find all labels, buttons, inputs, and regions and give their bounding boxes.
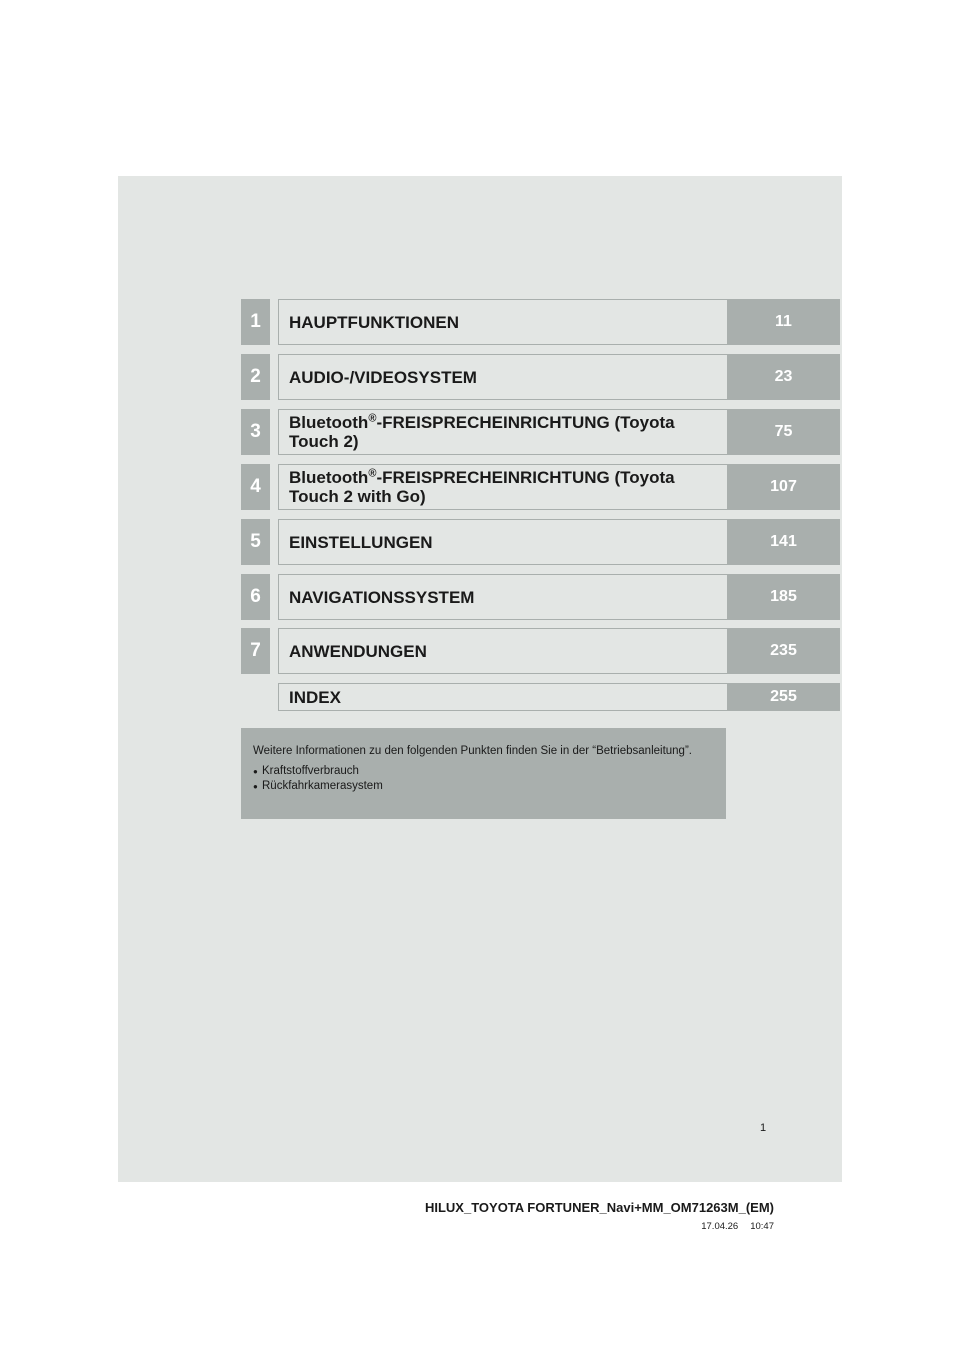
chapter-number: 1 <box>241 299 270 345</box>
chapter-number: 4 <box>241 464 270 510</box>
document-id: HILUX_TOYOTA FORTUNER_Navi+MM_OM71263M_(EM) <box>424 1200 774 1215</box>
chapter-title[interactable]: NAVIGATIONSSYSTEM <box>278 574 737 620</box>
toc-row-navigationssystem[interactable] <box>241 574 840 620</box>
chapter-number: 7 <box>241 628 270 674</box>
chapter-page: 23 <box>727 354 840 400</box>
info-text: Weitere Informationen zu den folgenden Punkten finden Sie in der “Betriebsanleitung”. <box>253 745 692 757</box>
chapter-page: 107 <box>727 464 840 510</box>
chapter-title[interactable]: INDEX <box>278 683 737 711</box>
print-timestamp <box>701 1221 774 1232</box>
chapter-page: 11 <box>727 299 840 345</box>
chapter-title[interactable]: HAUPTFUNKTIONEN <box>278 299 737 345</box>
page-number: 1 <box>760 1122 767 1134</box>
chapter-page: 235 <box>727 628 840 674</box>
chapter-title[interactable]: AUDIO-/VIDEOSYSTEM <box>278 354 737 400</box>
toc-row-hauptfunktionen[interactable] <box>241 299 840 345</box>
chapter-title[interactable]: ANWENDUNGEN <box>278 628 737 674</box>
bullet-icon: ● <box>253 767 258 776</box>
list-item: ● Kraftstoffverbrauch <box>253 765 359 777</box>
list-item: ● Rückfahrkamerasystem <box>253 780 383 792</box>
toc-row-audio-videosystem[interactable] <box>241 354 840 400</box>
info-box <box>241 728 726 819</box>
toc-row-bluetooth-touch2-go[interactable] <box>241 464 840 510</box>
chapter-page: 255 <box>727 683 840 711</box>
chapter-page: 185 <box>727 574 840 620</box>
toc-row-bluetooth-touch2[interactable] <box>241 409 840 455</box>
chapter-number: 3 <box>241 409 270 455</box>
toc-row-index[interactable] <box>241 683 840 711</box>
chapter-title[interactable]: EINSTELLUNGEN <box>278 519 737 565</box>
toc-row-anwendungen[interactable] <box>241 628 840 674</box>
print-time: 10:47 <box>750 1221 774 1232</box>
print-date: 17.04.26 <box>701 1221 739 1232</box>
chapter-number: 5 <box>241 519 270 565</box>
chapter-number: 2 <box>241 354 270 400</box>
chapter-title[interactable]: Bluetooth®-FREISPRECHEINRICHTUNG (Toyota Touch 2 with Go) <box>278 464 737 510</box>
chapter-title[interactable]: Bluetooth®-FREISPRECHEINRICHTUNG (Toyota Touch 2) <box>278 409 737 455</box>
chapter-number: 6 <box>241 574 270 620</box>
toc-row-einstellungen[interactable] <box>241 519 840 565</box>
chapter-page: 141 <box>727 519 840 565</box>
info-list <box>253 764 716 794</box>
chapter-page: 75 <box>727 409 840 455</box>
bullet-icon: ● <box>253 782 258 791</box>
